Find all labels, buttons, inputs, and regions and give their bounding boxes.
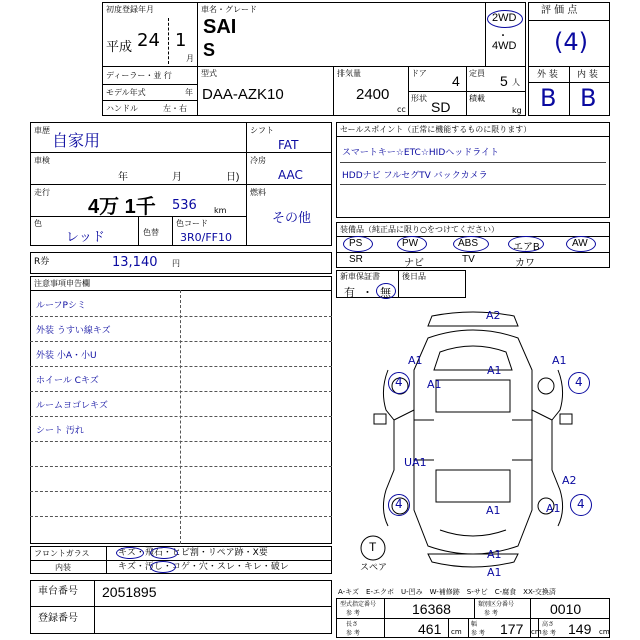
model-spec-ref: 参 考	[346, 610, 360, 617]
equip-airbag: エアB	[513, 242, 540, 253]
dmg-left-front-wheel: 4	[395, 375, 403, 389]
load-label: 積載	[469, 94, 485, 103]
type-value: DAA-AZK10	[202, 86, 284, 103]
glass-scratch-circle	[116, 547, 144, 559]
capacity-value: 5	[500, 73, 508, 89]
dmg-left-fender: A1	[408, 354, 423, 367]
dmg-left-side: UA1	[404, 456, 427, 469]
front-glass-text: キズ・飛石・ヒビ割・リペア跡・X要	[118, 548, 268, 558]
inspection-label: 車検	[34, 156, 50, 165]
spare-label: スペア	[360, 563, 388, 573]
dmg-trunk: A1	[486, 504, 501, 517]
note-item-5: ルームヨゴレキズ	[36, 401, 108, 411]
dmg-rear-bumper: A1	[487, 566, 502, 579]
capacity-unit: 人	[512, 78, 520, 87]
width-unit: cm	[531, 628, 542, 636]
note-item-3: 外装 小A・小U	[36, 351, 97, 361]
insp-day: 日)	[226, 172, 240, 183]
color-no-label: 色替	[143, 228, 159, 237]
displacement-label: 排気量	[337, 69, 361, 78]
displacement-value: 2400	[356, 86, 390, 103]
dmg-left-front-door: A1	[427, 378, 442, 391]
dmg-hood: A1	[487, 364, 502, 377]
height-ref: 参 考	[542, 630, 556, 637]
car-name: SAI	[203, 16, 237, 38]
dealer-label: ディーラー・並 行	[106, 71, 172, 80]
interior-value: B	[580, 84, 597, 112]
recycle-box	[30, 252, 332, 274]
note-item-6: シート 汚れ	[36, 426, 84, 436]
length-ref: 参 考	[346, 630, 360, 637]
class-label: 類別区分番号	[478, 601, 515, 608]
recycle-value: 13,140	[112, 255, 158, 270]
handle-value: 左・右	[163, 104, 187, 113]
note-item-2: 外装 うすい線キズ	[36, 326, 111, 336]
equip-ps: PS	[349, 238, 363, 249]
color-code-label: 色コード	[176, 219, 208, 228]
yen-unit: 円	[172, 259, 180, 268]
first-reg-year: 24	[137, 30, 160, 51]
dmg-right-rear-wheel: 4	[577, 497, 585, 511]
era: 平成	[106, 39, 133, 54]
front-glass-label: フロントガラス	[34, 549, 90, 558]
sales-point-line2: HDDナビ フルセグTV バックカメラ	[342, 171, 488, 181]
exterior-value: B	[540, 84, 557, 112]
color-label: 色	[34, 219, 42, 228]
note-item-4: ホイール Cキズ	[36, 376, 99, 386]
equip-navi: ナビ	[404, 258, 424, 269]
equip-aw: AW	[572, 238, 588, 249]
drive-dot: ・	[498, 31, 508, 42]
car-name-label: 車名・グレード	[201, 5, 257, 14]
height-value: 149	[568, 621, 592, 637]
insp-year: 年	[118, 172, 128, 183]
sales-points-label: セールスポイント（正常に機能するものに限ります）	[340, 125, 532, 134]
grade: S	[203, 40, 216, 60]
recycle-label: R券	[34, 257, 50, 267]
capacity-label: 定員	[469, 69, 485, 78]
usage-value: 自家用	[52, 131, 101, 150]
dmg-right-rear-door: A1	[546, 502, 561, 515]
model-spec-label: 型式指定番号	[340, 601, 377, 608]
chassis-label: 車台番号	[38, 586, 78, 597]
drive-2wd: 2WD	[492, 12, 517, 24]
color-code-value: 3R0/FF10	[180, 231, 232, 244]
mileage-label: 走行	[34, 188, 50, 197]
notes-label: 注意事項申告欄	[34, 279, 90, 288]
eval-value: (4)	[554, 28, 588, 56]
km-unit: km	[214, 206, 227, 215]
length-unit: cm	[451, 628, 462, 636]
first-reg-month: 1	[175, 30, 187, 51]
model-year-label: モデル年式	[106, 88, 146, 97]
interior-label: 内 装	[577, 70, 598, 80]
drive-4wd: 4WD	[492, 40, 517, 52]
ac-label: 冷房	[250, 156, 266, 165]
warranty-no: 無	[380, 287, 391, 299]
length-value: 461	[418, 621, 442, 637]
dmg-rear-panel: A1	[487, 548, 502, 561]
reg-label: 登録番号	[38, 613, 78, 624]
height-label: 高さ	[542, 621, 555, 628]
cc-unit: cc	[397, 105, 406, 114]
glass-interior-text: キズ・汚し・コゲ・穴・スレ・キレ・破レ	[118, 562, 289, 572]
color-value: レッド	[66, 230, 105, 245]
length-label: 長さ	[346, 621, 359, 628]
shape-value: SD	[431, 99, 451, 115]
spare-letter: T	[369, 540, 377, 554]
glass-chip-circle	[150, 547, 178, 559]
equipment-label: 装備品（純正品に限り○をつけてください）	[340, 225, 499, 234]
usage-label: 車歴	[34, 126, 50, 135]
handle-label: ハンドル	[106, 104, 138, 113]
shift-value: FAT	[278, 138, 299, 152]
dmg-right-front-wheel: 4	[575, 375, 583, 389]
model-year-unit: 年	[185, 88, 193, 97]
type-label: 型式	[201, 69, 217, 78]
first-reg-label: 初度登録年月	[106, 5, 154, 14]
equip-tv: TV	[462, 254, 475, 265]
mileage-sub: 536	[172, 198, 197, 213]
class-ref: 参 考	[484, 610, 498, 617]
note-item-1: ルーフPシミ	[36, 301, 86, 311]
kg-unit: kg	[512, 106, 522, 115]
header-block	[102, 2, 526, 116]
new-warranty-label: 新車保証書	[340, 272, 380, 281]
interior-dirt-circle	[150, 561, 176, 573]
door-label: ドア	[411, 69, 427, 78]
mileage-value: 4万 1千	[88, 196, 156, 218]
width-label: 幅	[471, 621, 478, 628]
equip-leather: カワ	[515, 258, 535, 269]
car-diagram	[336, 300, 610, 582]
warranty-dot: ・	[362, 287, 373, 299]
ac-value: AAC	[278, 168, 303, 182]
exterior-label: 外 装	[537, 70, 558, 80]
after-label: 後日品	[402, 272, 426, 281]
dmg-right-fender: A1	[552, 354, 567, 367]
equip-abs: ABS	[458, 238, 479, 249]
height-unit: cm	[599, 628, 610, 636]
shift-label: シフト	[250, 126, 274, 135]
equip-sr: SR	[349, 254, 363, 265]
door-value: 4	[452, 73, 460, 89]
dmg-front-bumper: A2	[486, 309, 501, 322]
class-value: 0010	[550, 601, 582, 617]
chassis-value: 2051895	[102, 584, 157, 600]
month-unit: 月	[186, 54, 194, 63]
glass-interior-label: 内装	[55, 563, 71, 572]
shape-label: 形状	[411, 94, 427, 103]
warranty-yes: 有	[344, 287, 355, 299]
damage-legend: A-キズ E-エクボ U-凹み W-補修跡 S-サビ C-腐食 XX-交換済	[338, 588, 556, 596]
fuel-label: 燃料	[250, 188, 266, 197]
sales-point-line1: スマートキー☆ETC☆HIDヘッドライト	[342, 148, 499, 158]
dmg-right-rear: A2	[562, 474, 577, 487]
fuel-value: その他	[272, 211, 312, 226]
eval-label: 評 価 点	[541, 5, 578, 16]
model-spec-value: 16368	[412, 601, 451, 617]
equip-pw: PW	[402, 238, 419, 249]
width-ref: 参 考	[471, 630, 485, 637]
dmg-left-rear-wheel: 4	[395, 497, 403, 511]
width-value: 177	[500, 621, 524, 637]
insp-month: 月	[172, 172, 182, 183]
